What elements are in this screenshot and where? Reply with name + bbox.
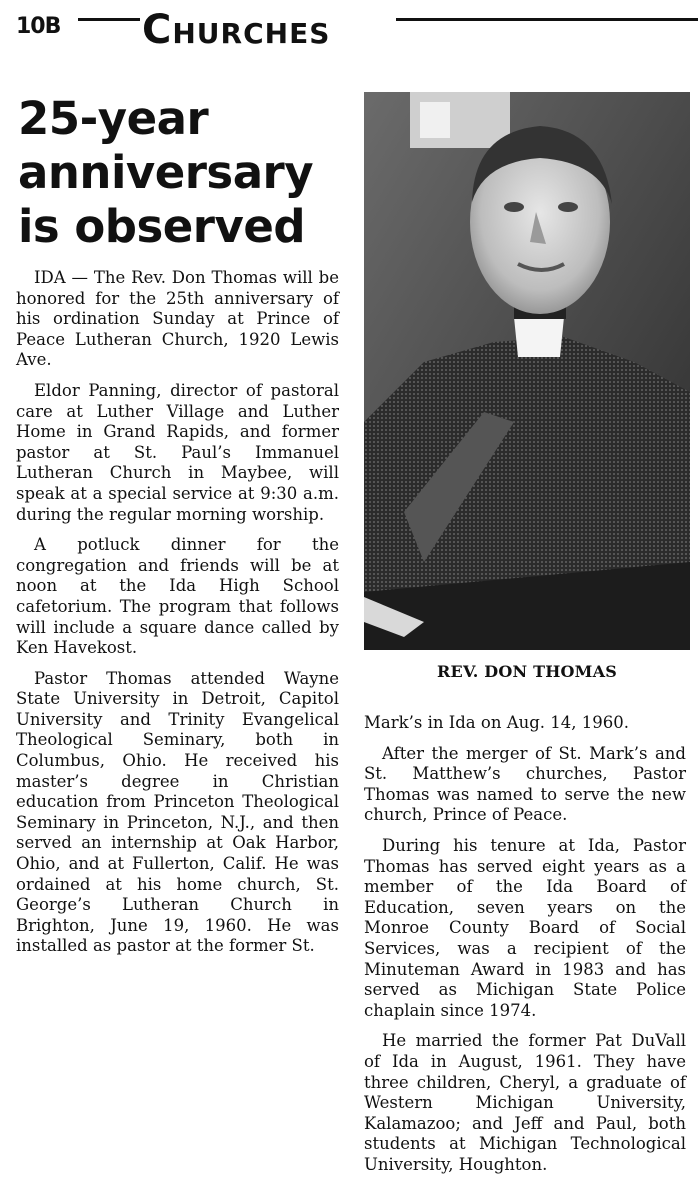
section-rule-right	[396, 18, 698, 21]
section-title: Churches	[142, 7, 331, 53]
photo-caption: REV. DON THOMAS	[437, 662, 617, 681]
paragraph: During his tenure at Ida, Pastor Thomas has served eight years as a member of the Ida Board of Education, seven years on the Monroe County Board of Social Services, was a recipient of the Minuteman Award in 1983 and has served as Michigan State Police chaplain since 1974.	[364, 835, 686, 1020]
paragraph: Eldor Panning, director of pastoral care at Luther Village and Luther Home in Grand Rapids, and former pastor at St. Paul’s Immanuel Lutheran Church in Maybee, will speak at a special service at 9:30 a.m. during the regular morning worship.	[16, 380, 339, 524]
paragraph: A potluck dinner for the congregation and friends will be at noon at the Ida High School cafetorium. The program that follows will include a square dance called by Ken Havekost.	[16, 535, 339, 658]
section-rule-left	[78, 18, 140, 21]
portrait-illustration	[364, 92, 690, 650]
portrait-photo	[364, 92, 690, 650]
paragraph: After the merger of St. Mark’s and St. Matthew’s churches, Pastor Thomas was named to serve the new church, Prince of Peace.	[364, 743, 686, 825]
paragraph: Mark’s in Ida on Aug. 14, 1960.	[364, 713, 630, 732]
paragraph: Pastor Thomas attended Wayne State University in Detroit, Capitol University and Trinity Evangelical Theological Seminary, both in Columbus, Ohio. He received his master’s degree in Christian education from Princeton Theological Seminary in Princeton, N.J., and then served an internship at Oak Harbor, Ohio, and at Fullerton, Calif. He was ordained at his home church, St. George’s Lutheran Church in Brighton, June 19, 1960. He was installed as pastor at the former St.	[16, 668, 339, 956]
paragraph: IDA — The Rev. Don Thomas will be honored for the 25th anniversary of his ordination Sunday at Prince of Peace Lutheran Church, 1920 Lewis Ave.	[16, 268, 339, 370]
article-column-right	[364, 713, 686, 1185]
headline: 25-year anniversary is observed	[18, 92, 314, 253]
page-number: 10B	[16, 14, 61, 39]
paragraph: He married the former Pat DuVall of Ida in August, 1961. They have three children, Cheryl, a graduate of Western Michigan University, Kalamazoo; and Jeff and Paul, both students at Michigan Technological University, Houghton.	[364, 1031, 686, 1174]
article-column-left	[16, 268, 339, 967]
